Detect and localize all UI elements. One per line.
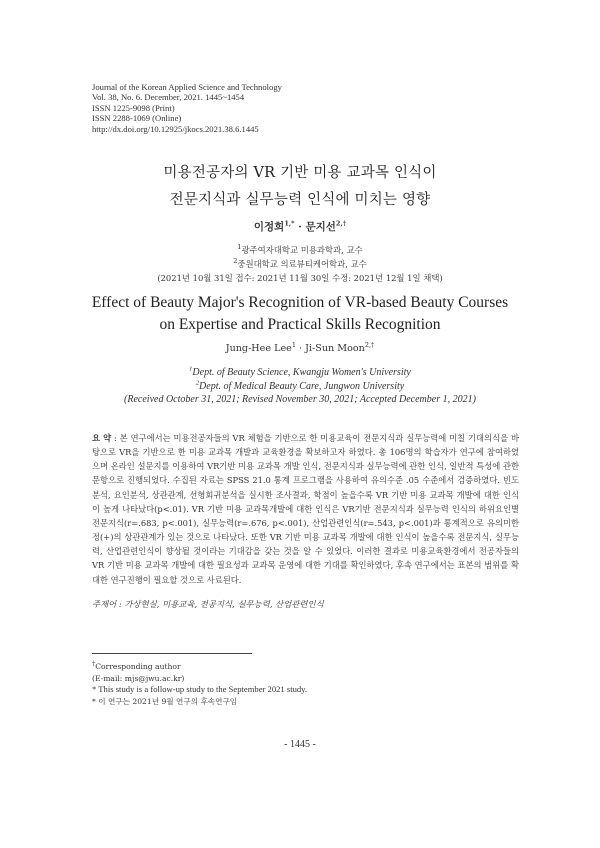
affiliation-1-en-text: Dept. of Beauty Science, Kwangju Women's University bbox=[192, 367, 411, 378]
journal-name: Journal of the Korean Applied Science and Technology bbox=[92, 82, 282, 92]
affiliation-2-ko bbox=[0, 257, 600, 271]
footnote-divider bbox=[92, 653, 252, 654]
english-title bbox=[0, 292, 600, 335]
english-title-line1: Effect of Beauty Major's Recognition of VR-based Beauty Courses bbox=[91, 294, 509, 311]
korean-affiliations bbox=[0, 243, 600, 285]
volume-line: Vol. 38, No. 6. December, 2021. 1445~1454 bbox=[92, 92, 245, 103]
dates-en: (Received October 31, 2021; Revised November 30, 2021; Accepted December 1, 2021) bbox=[124, 394, 476, 405]
affiliation-1-ko-text: 광주여자대학교 미용과학과, 교수 bbox=[241, 245, 363, 255]
affiliation-2-en-sup: 2 bbox=[195, 379, 200, 387]
author-2-en: Ji-Sun Moon bbox=[305, 343, 365, 354]
corresponding-email: (E-mail: mjs@jwu.ac.kr) bbox=[92, 673, 185, 683]
author-2-ko-sup: 2,† bbox=[335, 219, 347, 228]
keywords: 주제어 : 가상현실, 미용교육, 전공지식, 실무능력, 산업관련인식 bbox=[92, 599, 324, 609]
affiliation-2-en-text: Dept. of Medical Beauty Care, Jungwon University bbox=[199, 380, 405, 392]
affiliation-1-ko-sup: 1 bbox=[237, 243, 242, 252]
page-number: - 1445 - bbox=[284, 739, 316, 750]
corresponding-author bbox=[92, 661, 307, 673]
journal-header bbox=[92, 82, 282, 134]
author-separator: · bbox=[294, 221, 306, 233]
dates-ko: (2021년 10월 31일 접수: 2021년 11월 30일 수정: 2021년 12월 1일 채택) bbox=[157, 273, 443, 283]
footnote-ko: * 이 연구는 2021년 9월 연구의 후속연구임 bbox=[92, 696, 238, 706]
author-2-en-sup: 2,† bbox=[364, 340, 375, 349]
korean-authors bbox=[0, 219, 600, 234]
english-authors bbox=[0, 340, 600, 354]
footnotes bbox=[92, 661, 307, 707]
korean-title-line2: 전문지식과 실무능력 인식에 미치는 영향 bbox=[169, 192, 431, 208]
abstract-label: 요 약 bbox=[92, 433, 112, 443]
affiliation-2-en bbox=[0, 380, 600, 394]
author-1-en-sup: 1 bbox=[291, 340, 296, 349]
abstract bbox=[92, 431, 519, 587]
korean-title-line1: 미용전공자의 VR 기반 미용 교과목 인식이 bbox=[163, 165, 437, 181]
affiliation-1-en-sup: 1 bbox=[189, 365, 193, 373]
affiliation-2-ko-text: 중원대학교 의료뷰티케어학과, 교수 bbox=[237, 259, 367, 269]
affiliation-2-ko-sup: 2 bbox=[233, 257, 238, 266]
affiliation-1-ko bbox=[0, 243, 600, 257]
dagger-symbol: † bbox=[92, 659, 96, 668]
english-title-line2: on Expertise and Practical Skills Recognition bbox=[159, 315, 441, 333]
korean-title bbox=[0, 160, 600, 214]
author-1-ko-sup: 1,* bbox=[284, 219, 295, 228]
author-separator-en: · bbox=[295, 343, 306, 354]
issn-online: ISSN 2288-1069 (Online) bbox=[92, 113, 182, 124]
corresponding-label: Corresponding author bbox=[95, 662, 181, 671]
footnote-en: * This study is a follow-up study to the September 2021 study. bbox=[92, 684, 308, 694]
doi-link[interactable]: http://dx.doi.org/10.12925/jkocs.2021.38.6.1445 bbox=[92, 123, 259, 134]
english-affiliations bbox=[0, 366, 600, 407]
author-1-en: Jung-Hee Lee bbox=[225, 343, 292, 354]
issn-print: ISSN 1225-9098 (Print) bbox=[92, 102, 175, 113]
abstract-text: : 본 연구에서는 미용전공자들의 VR 체험을 기반으로 한 미용교육이 전문지식과 실무능력에 미칠 기대의식을 바탕으로 VR을 기반으로 한 미용 교과목 개발과 교육환경을 확보하고자 하였다. 총 106명의 학습자가 연구에 참여하였으며 온라인 설문지를 이용하여 VR기반 미용 교과목 개발 인식, 전문지식과 실무능력에 관한 인식, 일반적 특성에 관한 문항으로 진행되었다. 수집된 자료는 SPSS 21.0 통계 프로그램을 사용하여 유의수준 .05 수준에서 검증하였다. 빈도분석, 요인분석, 상관관계, 선형회귀분석을 실시한 조사결과, 학점이 높을수록 VR 기반 미용 교과목 개발에 대한 인식이 높게 나타났다(p<.01). VR 기반 미용 교과목개발에 대한 인식은 VR기반 전문지식과 실무능력 인식의 하위요인별 전문지식(r=.683, p<.001), 실무능력(r=.676, p<.001), 산업관련인식(r=.543, p<.001)과 통계적으로 유의미한 정(+)의 상관관계가 있는 것으로 나타났다. 또한 VR 기반 미용 교과목 개발에 대한 인식이 높을수록 전문지식, 실무능력, 산업관련인식이 향상될 것이라는 기대감을 갖는 것을 알 수 있었다. 이러한 결과로 미용교육환경에서 전공자들의 VR 기반 미용 교과목 개발에 대한 필요성과 교과목 운영에 대한 기대를 확인하였다, 후속 연구에서는 표본의 범위를 확대한 연구진행이 필요할 것으로 사료된다. bbox=[92, 433, 519, 585]
author-2-ko: 문지선 bbox=[305, 221, 336, 233]
affiliation-1-en bbox=[0, 366, 600, 380]
author-1-ko: 이정희 bbox=[253, 221, 285, 233]
